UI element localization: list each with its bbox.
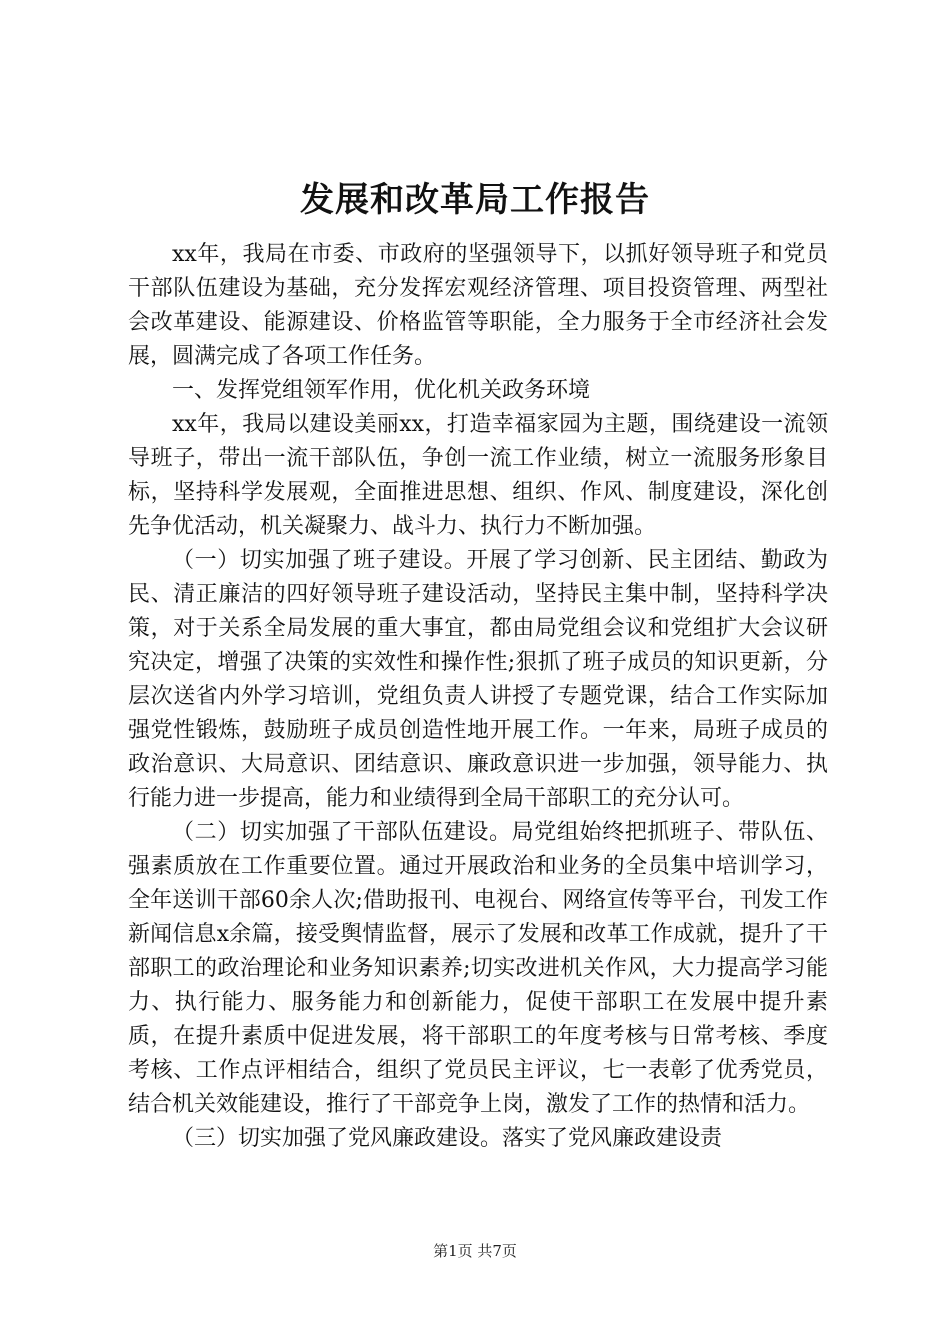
document-body [128,238,828,1156]
paragraph-subsection-1: （一）切实加强了班子建设。开展了学习创新、民主团结、勤政为民、清正廉洁的四好领导班子建设活动，坚持民主集中制，坚持科学决策，对于关系全局发展的重大事宜，都由局党组会议和党组扩大会议研究决定，增强了决策的实效性和操作性;狠抓了班子成员的知识更新，分层次送省内外学习培训，党组负责人讲授了专题党课，结合工作实际加强党性锻炼，鼓励班子成员创造性地开展工作。一年来，局班子成员的政治意识、大局意识、团结意识、廉政意识进一步加强，领导能力、执行能力进一步提高，能力和业绩得到全局干部职工的充分认可。 [128,548,828,811]
paragraph-section-1: xx年，我局以建设美丽xx，打造幸福家园为主题，围绕建设一流领导班子，带出一流干部队伍，争创一流工作业绩，树立一流服务形象目标，坚持科学发展观，全面推进思想、组织、作风、制度建设，深化创先争优活动，机关凝聚力、战斗力、执行力不断加强。 [128,412,828,539]
paragraph-intro: xx年，我局在市委、市政府的坚强领导下，以抓好领导班子和党员干部队伍建设为基础，充分发挥宏观经济管理、项目投资管理、两型社会改革建设、能源建设、价格监管等职能，全力服务于全市经济社会发展，圆满完成了各项工作任务。 [128,242,828,369]
paragraph-subsection-3: （三）切实加强了党风廉政建设。落实了党风廉政建设责 [172,1126,723,1151]
document-title: 发展和改革局工作报告 [300,180,650,220]
section-heading-1: 一、发挥党组领军作用，优化机关政务环境 [172,378,591,403]
page-number-footer: 第1页 共7页 [433,1242,517,1260]
paragraph-subsection-2: （二）切实加强了干部队伍建设。局党组始终把抓班子、带队伍、强素质放在工作重要位置。通过开展政治和业务的全员集中培训学习，全年送训干部60余人次;借助报刊、电视台、网络宣传等平台，刊发工作新闻信息x余篇，接受舆情监督，展示了发展和改革工作成就，提升了干部职工的政治理论和业务知识素养;切实改进机关作风，大力提高学习能力、执行能力、服务能力和创新能力，促使干部职工在发展中提升素质，在提升素质中促进发展，将干部职工的年度考核与日常考核、季度考核、工作点评相结合，组织了党员民主评议，七一表彰了优秀党员，结合机关效能建设，推行了干部竞争上岗，激发了工作的热情和活力。 [128,820,828,1117]
